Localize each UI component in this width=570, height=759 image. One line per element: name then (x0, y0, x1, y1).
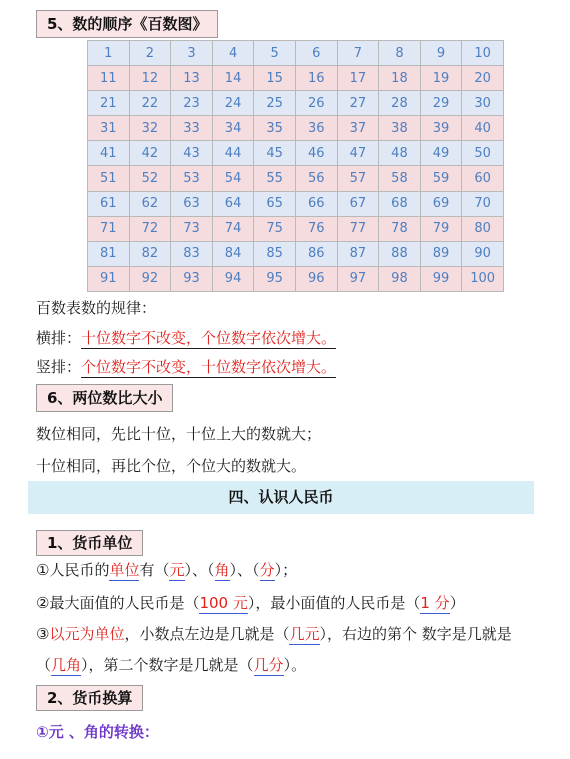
grid-cell: 98 (379, 266, 421, 291)
grid-cell: 67 (337, 191, 379, 216)
grid-cell: 61 (88, 191, 130, 216)
grid-cell: 74 (212, 216, 254, 241)
grid-cell: 5 (254, 41, 296, 66)
grid-row (88, 41, 504, 66)
row-rule-text: 十位数字不改变，个位数字依次增大。 (81, 329, 337, 347)
unit-l4-a: （ (36, 656, 52, 674)
grid-cell: 87 (337, 241, 379, 266)
grid-cell: 16 (295, 66, 337, 91)
unit-l3-a: ③ (36, 625, 50, 643)
unit-l2-e: ） (449, 594, 465, 612)
grid-cell: 9 (420, 41, 462, 66)
grid-row (88, 166, 504, 191)
unit-line-3 (36, 624, 512, 644)
grid-row (88, 66, 504, 91)
grid-cell: 20 (462, 66, 504, 91)
grid-cell: 58 (379, 166, 421, 191)
unit-line-2 (36, 593, 465, 613)
grid-cell: 25 (254, 91, 296, 116)
unit-l4-c: ），第二个数字是几就是（ (81, 656, 254, 674)
grid-cell: 17 (337, 66, 379, 91)
unit-l2-min: 1 分 (420, 594, 450, 612)
unit-l1-jiao: 角 (214, 561, 230, 579)
grid-cell: 51 (88, 166, 130, 191)
grid-cell: 80 (462, 216, 504, 241)
grid-row (88, 91, 504, 116)
grid-cell: 79 (420, 216, 462, 241)
grid-cell: 32 (129, 116, 171, 141)
col-rule-text: 个位数字不改变，十位数字依次增大。 (81, 358, 337, 376)
grid-cell: 57 (337, 166, 379, 191)
grid-cell: 88 (379, 241, 421, 266)
grid-cell: 39 (420, 116, 462, 141)
section-6-heading: 6、两位数比大小 (36, 384, 173, 412)
unit-l3-jiyuan: 几元 (289, 625, 320, 643)
unit-l3-e: ），右边的第个 数字是几就是 (319, 625, 512, 643)
unit-l2-c: ），最小面值的人民币是（ (247, 594, 421, 612)
grid-cell: 28 (379, 91, 421, 116)
rule-title: 百数表数的规律： (36, 299, 157, 317)
grid-cell: 29 (420, 91, 462, 116)
grid-cell: 75 (254, 216, 296, 241)
grid-cell: 73 (171, 216, 213, 241)
grid-row (88, 241, 504, 266)
grid-cell: 36 (295, 116, 337, 141)
grid-cell: 52 (129, 166, 171, 191)
grid-cell: 89 (420, 241, 462, 266)
unit-l1-e: ）、（ (184, 561, 215, 579)
grid-cell: 85 (254, 241, 296, 266)
grid-cell: 11 (88, 66, 130, 91)
unit-l1-i: ）； (274, 561, 298, 579)
grid-cell: 56 (295, 166, 337, 191)
grid-cell: 77 (337, 216, 379, 241)
grid-cell: 91 (88, 266, 130, 291)
unit-l1-g: ）、（ (229, 561, 260, 579)
unit-l4-e: ）。 (283, 656, 307, 674)
grid-cell: 46 (295, 141, 337, 166)
grid-cell: 65 (254, 191, 296, 216)
grid-cell: 90 (462, 241, 504, 266)
grid-cell: 18 (379, 66, 421, 91)
unit-l1-a: ①人民币的 (36, 561, 110, 579)
grid-cell: 54 (212, 166, 254, 191)
unit-l4-jijiao: 几角 (51, 656, 82, 674)
compare-rule-2: 十位相同，再比个位，个位大的数就大。 (36, 457, 307, 475)
row-rule-line (36, 328, 336, 348)
grid-cell: 34 (212, 116, 254, 141)
grid-cell: 41 (88, 141, 130, 166)
grid-cell: 40 (462, 116, 504, 141)
unit-l1-fen: 分 (259, 561, 275, 579)
grid-cell: 48 (379, 141, 421, 166)
grid-cell: 31 (88, 116, 130, 141)
grid-cell: 15 (254, 66, 296, 91)
grid-cell: 94 (212, 266, 254, 291)
grid-cell: 27 (337, 91, 379, 116)
grid-cell: 59 (420, 166, 462, 191)
grid-cell: 44 (212, 141, 254, 166)
grid-cell: 82 (129, 241, 171, 266)
grid-row (88, 216, 504, 241)
grid-cell: 37 (337, 116, 379, 141)
currency-exchange-heading: 2、货币换算 (36, 685, 143, 711)
grid-cell: 23 (171, 91, 213, 116)
row-rule-label: 横排： (36, 329, 82, 347)
grid-cell: 68 (379, 191, 421, 216)
grid-cell: 64 (212, 191, 254, 216)
grid-row (88, 191, 504, 216)
grid-cell: 2 (129, 41, 171, 66)
grid-cell: 38 (379, 116, 421, 141)
unit-line-1 (36, 560, 297, 580)
grid-cell: 66 (295, 191, 337, 216)
grid-cell: 50 (462, 141, 504, 166)
unit-l3-c: ，小数点左边是几就是（ (124, 625, 290, 643)
grid-cell: 13 (171, 66, 213, 91)
unit-l4-jifen: 几分 (253, 656, 284, 674)
grid-cell: 6 (295, 41, 337, 66)
grid-cell: 71 (88, 216, 130, 241)
grid-cell: 72 (129, 216, 171, 241)
grid-cell: 14 (212, 66, 254, 91)
grid-cell: 95 (254, 266, 296, 291)
grid-cell: 60 (462, 166, 504, 191)
grid-cell: 30 (462, 91, 504, 116)
grid-cell: 45 (254, 141, 296, 166)
grid-cell: 97 (337, 266, 379, 291)
grid-cell: 1 (88, 41, 130, 66)
unit-l1-c: 有（ (139, 561, 170, 579)
grid-cell: 35 (254, 116, 296, 141)
grid-cell: 53 (171, 166, 213, 191)
grid-cell: 93 (171, 266, 213, 291)
grid-cell: 4 (212, 41, 254, 66)
grid-cell: 42 (129, 141, 171, 166)
grid-cell: 10 (462, 41, 504, 66)
exchange-sub-heading: ①元 、角的转换： (36, 723, 159, 741)
grid-cell: 22 (129, 91, 171, 116)
grid-cell: 99 (420, 266, 462, 291)
grid-cell: 3 (171, 41, 213, 66)
grid-cell: 83 (171, 241, 213, 266)
grid-cell: 76 (295, 216, 337, 241)
compare-rule-1: 数位相同，先比十位，十位上大的数就大； (36, 425, 322, 443)
grid-cell: 8 (379, 41, 421, 66)
grid-cell: 96 (295, 266, 337, 291)
grid-cell: 33 (171, 116, 213, 141)
unit-l3-yuan-unit: 以元为单位 (49, 625, 125, 643)
unit-l1-yuan: 元 (169, 561, 185, 579)
unit-line-4 (36, 655, 306, 675)
hundred-chart (87, 40, 504, 292)
grid-cell: 70 (462, 191, 504, 216)
grid-cell: 81 (88, 241, 130, 266)
grid-cell: 7 (337, 41, 379, 66)
grid-cell: 21 (88, 91, 130, 116)
grid-cell: 86 (295, 241, 337, 266)
grid-cell: 84 (212, 241, 254, 266)
chapter-4-banner: 四、认识人民币 (28, 481, 534, 514)
grid-cell: 43 (171, 141, 213, 166)
section-5-heading: 5、数的顺序《百数图》 (36, 10, 218, 38)
grid-cell: 12 (129, 66, 171, 91)
grid-cell: 24 (212, 91, 254, 116)
grid-cell: 26 (295, 91, 337, 116)
grid-cell: 69 (420, 191, 462, 216)
grid-cell: 100 (462, 266, 504, 291)
unit-l1-unit: 单位 (109, 561, 140, 579)
unit-l2-max: 100 元 (199, 594, 248, 612)
grid-row (88, 266, 504, 291)
grid-cell: 47 (337, 141, 379, 166)
currency-unit-heading: 1、货币单位 (36, 530, 143, 556)
grid-cell: 19 (420, 66, 462, 91)
grid-row (88, 141, 504, 166)
unit-l2-a: ②最大面值的人民币是（ (36, 594, 200, 612)
grid-cell: 55 (254, 166, 296, 191)
col-rule-line (36, 357, 336, 377)
grid-cell: 62 (129, 191, 171, 216)
grid-cell: 78 (379, 216, 421, 241)
grid-cell: 63 (171, 191, 213, 216)
grid-cell: 92 (129, 266, 171, 291)
grid-row (88, 116, 504, 141)
grid-cell: 49 (420, 141, 462, 166)
col-rule-label: 竖排： (36, 358, 82, 376)
